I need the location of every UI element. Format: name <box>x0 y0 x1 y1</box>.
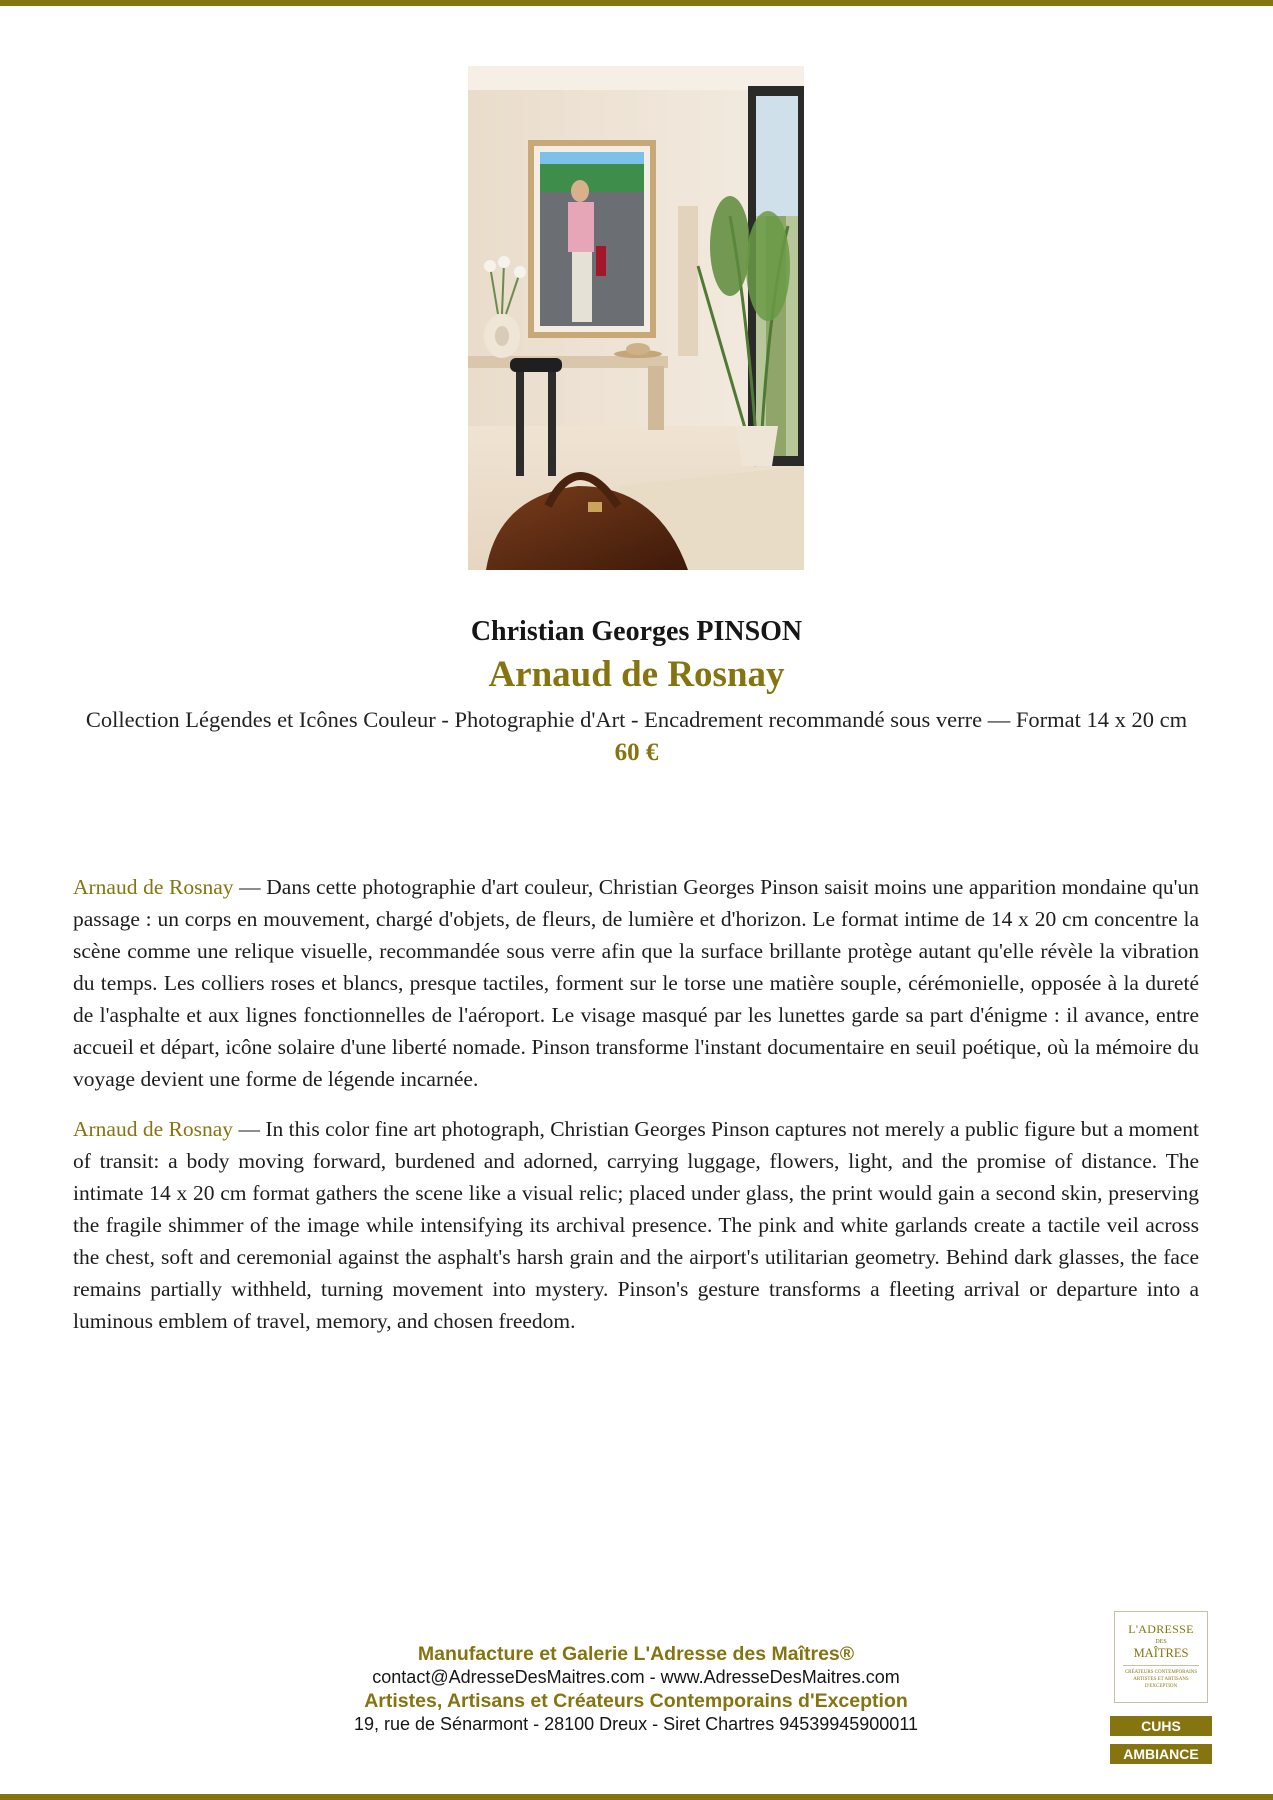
interior-scene-illustration <box>468 66 804 570</box>
bottom-accent-bar <box>0 1794 1273 1800</box>
description-french-text: — Dans cette photographie d'art couleur, Christian Georges Pinson saisit moins une apparition mondaine qu'un passage : un corps en mouvement, chargé d'objets, de fleurs, de lumière et d'horizon. Le format intime de 14 x 20 cm concentre la scène comme une relique visuelle, recommandée sous verre afin que la surface brillante protège autant qu'elle révèle la vibration du temps. Les colliers roses et blancs, presque tactiles, forment sur le torse une matière souple, cérémonielle, opposée à la dureté de l'asphalte et aux lignes fonctionnelles de l'aéroport. Le visage masqué par les lunettes garde sa part d'énigme : il avance, entre accueil et départ, icône solaire d'une liberté nomade. Pinson transforme l'instant documentaire en seuil poétique, où la mémoire du voyage devient une forme de légende incarnée. <box>73 875 1199 1091</box>
logo-line-3: MAÎTRES <box>1133 1646 1189 1660</box>
cuhs-badge: CUHS <box>1110 1716 1212 1736</box>
artwork-subtitle: Collection Légendes et Icônes Couleur - Photographie d'Art - Encadrement recommandé sous verre — Format 14 x 20 cm <box>85 707 1188 732</box>
logo-line-4: CRÉATEURS CONTEMPORAINS ARTISTES ET ARTISANS D'EXCEPTION <box>1124 1670 1198 1689</box>
description-section <box>73 871 1199 1355</box>
description-english-text: — In this color fine art photograph, Christian Georges Pinson captures not merely a public figure but a moment of transit: a body moving forward, burdened and adorned, carrying luggage, flowers, light, and the promise of distance. The intimate 14 x 20 cm format gathers the scene like a visual relic; placed under glass, the print would gain a second skin, preserving the fragile shimmer of the image while intensifying its archival presence. The pink and white garlands create a tactile veil across the chest, soft and ceremonial against the asphalt's harsh grain and the airport's utilitarian geometry. Behind dark glasses, the face remains partially withheld, turning movement into mystery. Pinson's gesture transforms a fleeting arrival or departure into a luminous emblem of travel, memory, and chosen freedom. <box>73 1117 1199 1333</box>
artwork-title-block <box>0 612 1273 770</box>
description-french <box>73 871 1199 1095</box>
footer-contact: contact@AdresseDesMaitres.com - www.AdresseDesMaitres.com <box>372 1667 900 1687</box>
ambiance-badge: AMBIANCE <box>1110 1744 1212 1764</box>
footer-address: 19, rue de Sénarmont - 28100 Dreux - Siret Chartres 94539945900011 <box>353 1714 919 1734</box>
artwork-photo <box>468 66 804 570</box>
description-french-lead: Arnaud de Rosnay <box>73 875 234 899</box>
footer <box>268 1642 1004 1736</box>
gallery-logo <box>1114 1611 1208 1703</box>
footer-company: Manufacture et Galerie L'Adresse des Maîtres® <box>417 1643 855 1665</box>
logo-divider <box>1123 1665 1199 1666</box>
top-accent-bar <box>0 0 1273 6</box>
description-english-lead: Arnaud de Rosnay <box>73 1117 234 1141</box>
artwork-title: Arnaud de Rosnay <box>488 654 785 695</box>
description-english <box>73 1113 1199 1337</box>
artist-name: Christian Georges PINSON <box>470 616 803 647</box>
artwork-price: 60 € <box>614 739 659 766</box>
logo-line-2: DES <box>1155 1639 1167 1645</box>
footer-tagline: Artistes, Artisans et Créateurs Contemporains d'Exception <box>364 1690 908 1712</box>
logo-line-1: L'ADRESSE <box>1128 1622 1194 1636</box>
